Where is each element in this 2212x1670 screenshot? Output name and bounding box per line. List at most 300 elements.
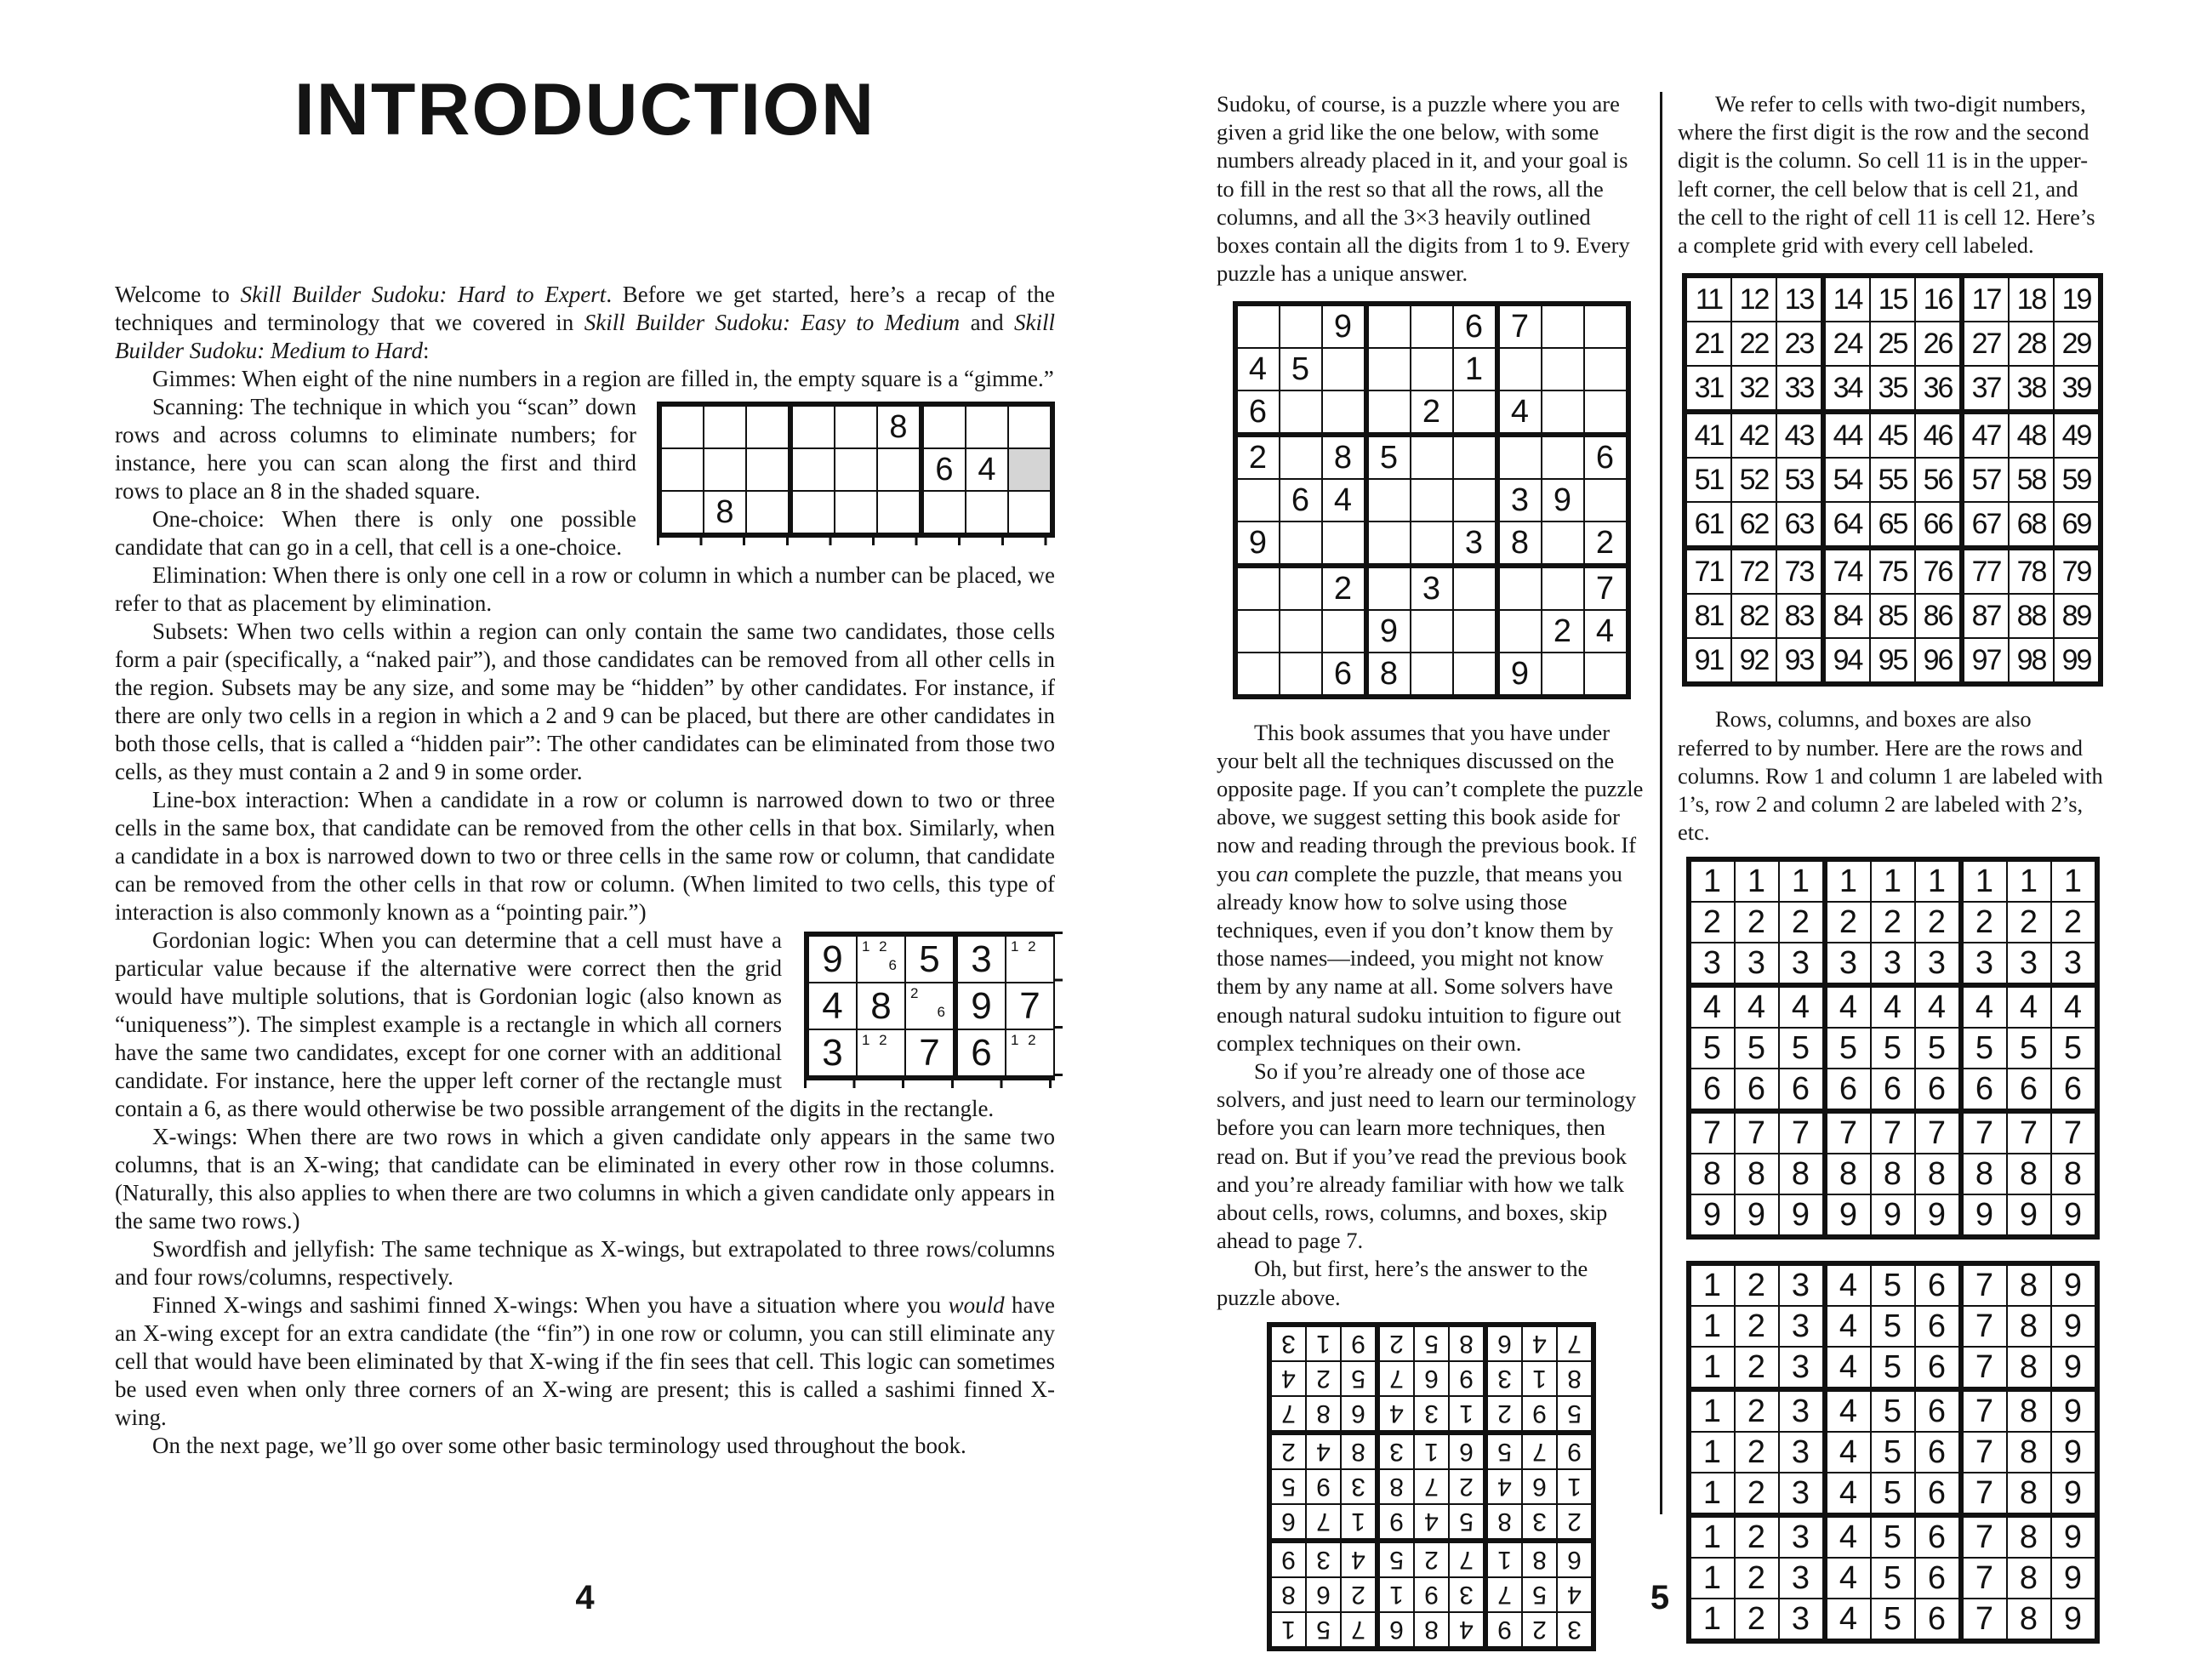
body-text: have an X-wing except for an extra candidate (the “fin”) in one row or column, you can still eliminate any cell that would have been eliminated by that X-wing if the fin sees that cell. This logic can sometimes be used even when only three corners of an X-wing are present; this is called a sashimi finned X-wing.	[115, 1292, 1056, 1430]
grid-cell	[1235, 653, 1280, 697]
grid-cell: 7	[1961, 1306, 2007, 1347]
body-text: Oh, but first, here’s the answer to the puzzle above.	[1217, 1256, 1588, 1310]
grid-cell: 2	[1542, 610, 1584, 653]
grid-cell: 8	[1825, 1154, 1871, 1194]
grid-cell: 9	[1306, 1469, 1341, 1504]
grid-cell: 7	[1377, 1361, 1414, 1396]
grid-cell	[790, 448, 835, 491]
grid-cell: 2	[1915, 902, 1961, 943]
grid-cell: 5	[2007, 1028, 2051, 1069]
paragraph-x-wings	[115, 1123, 1055, 1235]
grid-cell: 5	[1306, 1612, 1341, 1649]
grid-cell: 38	[2009, 366, 2054, 412]
grid-cell	[1366, 348, 1411, 390]
grid-cell	[1542, 348, 1584, 390]
grid-cell: 16	[1915, 276, 1962, 322]
grid-cell: 3	[1915, 943, 1961, 985]
grid-cell: 5	[1341, 1361, 1377, 1396]
grid-cell: 3	[1779, 1389, 1825, 1432]
grid-cell: 6	[1915, 1599, 1961, 1641]
grid-cell: 7	[1961, 1432, 2007, 1473]
paragraph-elimination	[115, 561, 1055, 618]
grid-cell: 7	[1306, 1504, 1341, 1541]
grid-cell: 32	[1731, 366, 1776, 412]
grid-cell: 8	[1306, 1396, 1341, 1433]
grid-cell	[1280, 390, 1322, 435]
grid-cell: 37	[1962, 366, 2009, 412]
grid-cell: 4	[1497, 390, 1542, 435]
grid-cell: 6	[1915, 1515, 1961, 1558]
left-page-body	[115, 281, 1055, 1460]
grid-cell	[857, 1029, 905, 1078]
grid-cell: 2	[1961, 902, 2007, 943]
grid-cell: 54	[1823, 458, 1870, 502]
grid-cell: 5	[1871, 1028, 1915, 1069]
grid-cell: 9	[2051, 1515, 2097, 1558]
grid-cell: 29	[2054, 322, 2101, 366]
body-text: Scanning: The technique in which you “scan” down rows and across columns to eliminate numbers; for instance, here you can scan along the first and third rows to place an 8 in the shaded square.	[115, 394, 636, 504]
grid-cell: 6	[1915, 1389, 1961, 1432]
grid-cell: 1	[1306, 1325, 1341, 1361]
paragraph-welcome	[115, 281, 1055, 365]
grid-cell: 9	[2051, 1599, 2097, 1641]
grid-cell	[1006, 1029, 1054, 1078]
grid-cell	[1008, 448, 1052, 491]
grid-cell: 3	[1449, 1577, 1485, 1612]
grid-cell: 5	[1735, 1028, 1779, 1069]
grid-cell: 46	[1915, 412, 1962, 458]
body-text: Elimination: When there is only one cell in a row or column in which a number can be placed, we refer to that as placement by elimination.	[115, 562, 1055, 616]
grid-cell: 4	[1689, 985, 1735, 1028]
grid-cell: 7	[1825, 1111, 1871, 1154]
grid-cell: 12	[1731, 276, 1776, 322]
grid-cell: 7	[1557, 1325, 1593, 1361]
paragraph-rows-cols	[1678, 705, 2107, 846]
grid-cell: 1	[1779, 859, 1825, 902]
grid-cell: 8	[1414, 1612, 1449, 1649]
body-text: Finned X-wings and sashimi finned X-wings: When you have a situation where you	[152, 1292, 949, 1318]
candidate-digits: 1 2	[862, 1032, 890, 1048]
grid-cell: 5	[1414, 1325, 1449, 1361]
grid-cell: 9	[1557, 1433, 1593, 1469]
candidate-digits: 1 2	[1011, 1032, 1039, 1048]
grid-cell: 4	[1825, 1389, 1871, 1432]
grid-cell: 6	[1584, 435, 1628, 479]
grid-cell: 4	[1557, 1577, 1593, 1612]
grid-cell: 65	[1870, 502, 1915, 548]
grid-cell: 7	[1961, 1558, 2007, 1599]
grid-cell	[966, 404, 1008, 448]
grid-continuation-ticks	[657, 538, 1055, 545]
grid-cell: 6	[1915, 1432, 1961, 1473]
grid-cell: 6	[1735, 1069, 1779, 1111]
grid-cell: 6	[1414, 1361, 1449, 1396]
grid-cell: 6	[1915, 1306, 1961, 1347]
grid-cell: 9	[2051, 1389, 2097, 1432]
grid-cell: 8	[1522, 1541, 1557, 1577]
grid-cell	[877, 491, 921, 535]
grid-cell: 2	[1825, 902, 1871, 943]
grid-cell: 4	[1522, 1325, 1557, 1361]
grid-cell: 6	[921, 448, 966, 491]
grid-cell: 8	[1779, 1154, 1825, 1194]
grid-cell	[1542, 304, 1584, 348]
grid-cell: 79	[2054, 548, 2101, 594]
grid-cell: 9	[1322, 304, 1366, 348]
grid-cell	[1411, 348, 1453, 390]
grid-cell: 5	[1377, 1541, 1414, 1577]
body-text: X-wings: When there are two rows in which a given candidate only appears in the same two columns, that is an X-wing; that candidate can be eliminated in every other row in those columns. (Naturally, this also applies to when there are two columns in which a given candidate only appears in the same two rows.)	[115, 1124, 1055, 1234]
paragraph-finned-x-wings	[115, 1291, 1055, 1432]
grid-cell: 6	[1453, 304, 1497, 348]
grid-cell: 4	[1825, 985, 1871, 1028]
puzzle-grid-container	[1217, 301, 1646, 706]
grid-cell: 5	[1825, 1028, 1871, 1069]
grid-cell: 7	[905, 1029, 955, 1078]
italic-text: Skill Builder Sudoku: Hard to Expert	[240, 282, 607, 307]
candidate-digits: 1 2	[1011, 938, 1039, 955]
grid-cell: 9	[1366, 610, 1411, 653]
grid-cell: 9	[1961, 1194, 2007, 1237]
grid-cell: 17	[1962, 276, 2009, 322]
paragraph-ace-solvers	[1217, 1057, 1646, 1255]
grid-cell: 33	[1776, 366, 1823, 412]
grid-cell: 26	[1915, 322, 1962, 366]
grid-cell: 1	[1557, 1469, 1593, 1504]
grid-cell: 8	[877, 404, 921, 448]
grid-cell: 9	[1779, 1194, 1825, 1237]
grid-cell: 74	[1823, 548, 1870, 594]
grid-cell: 2	[1306, 1361, 1341, 1396]
grid-cell: 5	[1961, 1028, 2007, 1069]
grid-cell: 3	[1779, 1432, 1825, 1473]
grid-cell: 19	[2054, 276, 2101, 322]
grid-cell: 6	[1915, 1347, 1961, 1389]
grid-cell	[1584, 653, 1628, 697]
grid-cell: 8	[1377, 1469, 1414, 1504]
grid-cell	[1453, 653, 1497, 697]
grid-cell: 9	[1825, 1194, 1871, 1237]
grid-cell: 31	[1685, 366, 1731, 412]
grid-cell: 3	[2051, 943, 2097, 985]
grid-cell: 8	[2007, 1432, 2051, 1473]
grid-cell	[1322, 610, 1366, 653]
grid-cell: 4	[1377, 1396, 1414, 1433]
grid-cell: 9	[1485, 1612, 1522, 1649]
grid-cell: 8	[2007, 1306, 2051, 1347]
row-numbers-grid	[1686, 857, 2100, 1240]
grid-cell	[1411, 479, 1453, 522]
grid-cell: 3	[1485, 1361, 1522, 1396]
grid-cell: 1	[1689, 1347, 1735, 1389]
body-text: Rows, columns, and boxes are also referred to by number. Here are the rows and columns. Row 1 and column 1 are labeled with 1’s, row 2 and column 2 are labeled with 2’s, etc.	[1678, 706, 2103, 846]
grid-cell: 1	[1689, 1599, 1735, 1641]
grid-cell: 5	[1366, 435, 1411, 479]
grid-cell: 4	[1961, 985, 2007, 1028]
grid-cell: 6	[1485, 1325, 1522, 1361]
grid-cell: 75	[1870, 548, 1915, 594]
grid-cell: 7	[1341, 1612, 1377, 1649]
grid-cell: 41	[1685, 412, 1731, 458]
grid-cell	[659, 448, 704, 491]
grid-cell: 3	[1779, 1473, 1825, 1515]
grid-cell: 9	[1377, 1504, 1414, 1541]
grid-cell: 4	[1306, 1433, 1341, 1469]
grid-cell: 2	[2051, 902, 2097, 943]
grid-cell: 1	[1689, 859, 1735, 902]
grid-cell: 6	[1915, 1069, 1961, 1111]
grid-cell: 3	[1414, 1396, 1449, 1433]
grid-cell: 7	[2007, 1111, 2051, 1154]
grid-cell	[1497, 348, 1542, 390]
grid-cell	[1235, 610, 1280, 653]
grid-cell: 7	[1689, 1111, 1735, 1154]
grid-cell: 67	[1962, 502, 2009, 548]
grid-cell: 78	[2009, 548, 2054, 594]
grid-cell: 6	[1779, 1069, 1825, 1111]
grid-cell: 2	[1735, 1389, 1779, 1432]
grid-cell: 9	[2051, 1194, 2097, 1237]
grid-cell	[1584, 390, 1628, 435]
grid-cell	[704, 404, 746, 448]
grid-cell: 4	[2051, 985, 2097, 1028]
grid-cell	[1453, 566, 1497, 610]
grid-cell: 84	[1823, 594, 1870, 638]
paragraph-assumes	[1217, 719, 1646, 1057]
grid-cell: 73	[1776, 548, 1823, 594]
grid-cell	[1542, 435, 1584, 479]
grid-cell	[704, 448, 746, 491]
grid-cell	[921, 491, 966, 535]
grid-cell: 42	[1731, 412, 1776, 458]
grid-cell: 2	[1485, 1396, 1522, 1433]
grid-cell: 6	[1961, 1069, 2007, 1111]
grid-cell: 5	[905, 934, 955, 983]
grid-cell	[1584, 479, 1628, 522]
grid-cell: 9	[1269, 1541, 1306, 1577]
candidate-digits: 6	[937, 1004, 945, 1020]
grid-cell: 8	[1557, 1361, 1593, 1396]
grid-cell: 15	[1870, 276, 1915, 322]
grid-cell: 1	[1735, 859, 1779, 902]
grid-cell: 63	[1776, 502, 1823, 548]
grid-cell: 2	[1735, 1347, 1779, 1389]
grid-cell	[1542, 522, 1584, 566]
paragraph-line-box	[115, 786, 1055, 926]
grid-cell: 4	[1825, 1473, 1871, 1515]
grid-cell: 35	[1870, 366, 1915, 412]
grid-cell	[835, 491, 877, 535]
grid-cell: 9	[1915, 1194, 1961, 1237]
column-divider-rule	[1660, 92, 1662, 1514]
grid-cell: 88	[2009, 594, 2054, 638]
grid-cell: 4	[1825, 1306, 1871, 1347]
grid-cell: 82	[1731, 594, 1776, 638]
grid-cell: 7	[1961, 1347, 2007, 1389]
grid-cell	[1497, 566, 1542, 610]
grid-cell	[1235, 566, 1280, 610]
grid-cell	[1006, 934, 1054, 983]
grid-cell: 69	[2054, 502, 2101, 548]
grid-cell: 4	[1779, 985, 1825, 1028]
body-text: Gordonian logic: When you can determine that a cell must have a particular value because if the alternative were correct then the grid would have multiple solutions, that is Gordonian logic (also known as “uniqueness”). The simplest example is a rectangle in which all corners have the same two candidates, except for one corner with an additional candidate. For instance, here the upper left corner of the rectangle must contain a 6, as there would otherwise be two possible arrangement of the digits in the rectangle.	[115, 927, 995, 1121]
grid-cell: 6	[1915, 1263, 1961, 1306]
body-text: One-choice: When there is only one possible candidate that can go in a cell, that cell is a one-choice.	[115, 506, 636, 560]
grid-cell: 7	[1915, 1111, 1961, 1154]
grid-cell: 85	[1870, 594, 1915, 638]
candidate-digits: 6	[888, 957, 897, 973]
grid-cell	[1366, 304, 1411, 348]
grid-cell: 9	[1449, 1361, 1485, 1396]
grid-cell	[1542, 653, 1584, 697]
grid-cell: 1	[1825, 859, 1871, 902]
grid-cell: 76	[1915, 548, 1962, 594]
grid-cell: 3	[1411, 566, 1453, 610]
grid-cell: 34	[1823, 366, 1870, 412]
right-page-column-2	[1678, 90, 2107, 1664]
grid-cell: 3	[1779, 1263, 1825, 1306]
grid-cell: 3	[1779, 1347, 1825, 1389]
grid-cell: 51	[1685, 458, 1731, 502]
grid-cell: 49	[2054, 412, 2101, 458]
grid-cell: 7	[1006, 983, 1054, 1029]
grid-cell: 5	[1280, 348, 1322, 390]
italic-text: Skill Builder Sudoku: Easy to Medium	[584, 310, 961, 335]
grid-cell: 9	[1497, 653, 1542, 697]
body-text: Welcome to	[115, 282, 241, 307]
grid-cell: 2	[1735, 902, 1779, 943]
grid-cell: 2	[1871, 902, 1915, 943]
grid-cell	[1008, 404, 1052, 448]
grid-cell: 5	[1871, 1263, 1915, 1306]
grid-cell: 2	[1584, 522, 1628, 566]
grid-cell: 8	[2007, 1515, 2051, 1558]
grid-cell: 7	[1414, 1469, 1449, 1504]
grid-cell: 62	[1731, 502, 1776, 548]
grid-cell: 7	[1522, 1433, 1557, 1469]
grid-cell: 5	[1779, 1028, 1825, 1069]
body-text: On the next page, we’ll go over some other basic terminology used throughout the book.	[152, 1433, 966, 1458]
grid-cell: 1	[1915, 859, 1961, 902]
grid-cell: 4	[1915, 985, 1961, 1028]
grid-cell: 1	[1871, 859, 1915, 902]
italic-text: can	[1256, 860, 1289, 886]
grid-cell: 94	[1823, 638, 1870, 684]
grid-cell	[877, 448, 921, 491]
grid-cell: 4	[1825, 1432, 1871, 1473]
grid-cell: 2	[1735, 1558, 1779, 1599]
grid-cell	[1411, 304, 1453, 348]
grid-cell: 5	[1915, 1028, 1961, 1069]
grid-cell: 1	[1377, 1577, 1414, 1612]
grid-cell: 6	[1341, 1396, 1377, 1433]
grid-cell	[1453, 610, 1497, 653]
grid-cell: 9	[1522, 1396, 1557, 1433]
grid-cell: 5	[1522, 1577, 1557, 1612]
body-text: . Before we get started, here’s a recap of the techniques and terminology that we covered in	[115, 282, 1055, 335]
grid-cell: 1	[1689, 1389, 1735, 1432]
grid-cell	[905, 983, 955, 1029]
grid-cell	[1411, 522, 1453, 566]
grid-cell	[1280, 610, 1322, 653]
grid-cell: 23	[1776, 322, 1823, 366]
italic-text: Skill Builder Sudoku: Medium to Hard	[115, 310, 1055, 363]
grid-cell: 25	[1870, 322, 1915, 366]
grid-cell: 3	[1269, 1325, 1306, 1361]
grid-cell: 6	[1322, 653, 1366, 697]
grid-cell	[966, 491, 1008, 535]
grid-cell: 8	[2007, 1389, 2051, 1432]
grid-cell: 8	[1871, 1154, 1915, 1194]
grid-cell: 8	[857, 983, 905, 1029]
grid-cell: 6	[2051, 1069, 2097, 1111]
grid-continuation-ticks	[1055, 932, 1063, 1080]
grid-cell: 9	[1341, 1325, 1377, 1361]
grid-cell: 8	[1269, 1577, 1306, 1612]
grid-cell	[1280, 435, 1322, 479]
grid-cell: 9	[1689, 1194, 1735, 1237]
grid-cell: 9	[2051, 1306, 2097, 1347]
grid-cell: 3	[1453, 522, 1497, 566]
grid-cell: 6	[1915, 1558, 1961, 1599]
grid-cell	[1584, 348, 1628, 390]
grid-cell: 7	[1779, 1111, 1825, 1154]
grid-cell: 2	[1689, 902, 1735, 943]
grid-cell: 99	[2054, 638, 2101, 684]
grid-cell	[1366, 479, 1411, 522]
grid-cell: 22	[1731, 322, 1776, 366]
grid-cell: 3	[1557, 1612, 1593, 1649]
grid-cell: 58	[2009, 458, 2054, 502]
gordonian-example-grid	[804, 932, 1055, 1080]
grid-cell: 8	[1735, 1154, 1779, 1194]
grid-cell: 8	[1497, 522, 1542, 566]
grid-cell: 4	[1449, 1612, 1485, 1649]
grid-cell: 3	[1306, 1541, 1341, 1577]
grid-cell	[1280, 522, 1322, 566]
grid-cell	[659, 404, 704, 448]
grid-cell	[1235, 479, 1280, 522]
grid-cell	[1584, 304, 1628, 348]
grid-cell	[790, 491, 835, 535]
grid-cell: 2	[1735, 1306, 1779, 1347]
grid-cell: 2	[1522, 1612, 1557, 1649]
grid-cell: 4	[1825, 1558, 1871, 1599]
grid-cell	[1542, 566, 1584, 610]
grid-cell: 6	[1449, 1433, 1485, 1469]
grid-cell	[1497, 610, 1542, 653]
grid-cell: 7	[1497, 304, 1542, 348]
grid-cell: 8	[2007, 1154, 2051, 1194]
sudoku-grid-table	[1233, 301, 1631, 699]
grid-cell: 6	[1522, 1469, 1557, 1504]
body-text: :	[422, 338, 430, 363]
grid-cell: 7	[1269, 1396, 1306, 1433]
grid-cell: 4	[1825, 1347, 1871, 1389]
grid-cell: 1	[2007, 859, 2051, 902]
grid-cell: 6	[1235, 390, 1280, 435]
grid-cell: 52	[1731, 458, 1776, 502]
grid-cell: 4	[1825, 1263, 1871, 1306]
grid-cell: 98	[2009, 638, 2054, 684]
grid-cell: 4	[1341, 1541, 1377, 1577]
grid-cell: 5	[1871, 1473, 1915, 1515]
grid-cell: 8	[2007, 1347, 2051, 1389]
grid-cell: 7	[1485, 1577, 1522, 1612]
grid-cell	[659, 491, 704, 535]
body-text: Subsets: When two cells within a region can only contain the same two candidates, those cells form a pair (specifically, a “naked pair”), and those candidates can be removed from all other cells in the region. Subsets may be any size, and some may be “hidden” by other candidates. For instance, if there are only two cells in a region in which a 2 and 9 can be placed, but there are other candidates in both those cells, that is called a “hidden pair”: The other candidates can be eliminated from those two cells, as they must contain a 2 and 9 in some order.	[115, 618, 1055, 784]
grid-cell: 1	[1453, 348, 1497, 390]
